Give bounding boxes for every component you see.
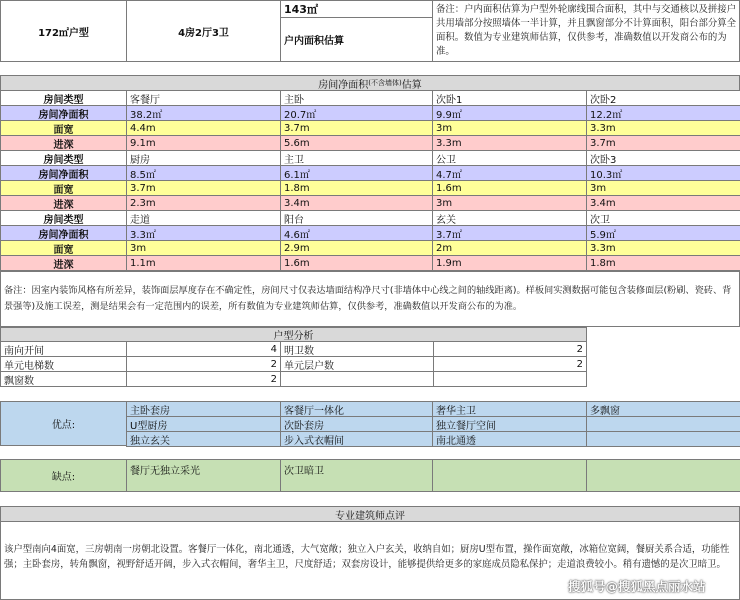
room-depth-cell: 3.7m	[586, 135, 740, 151]
pro-item: U型厨房	[126, 416, 281, 432]
room-area-cell: 9.9㎡	[432, 105, 587, 121]
room-area-cell: 20.7㎡	[280, 105, 433, 121]
room-width-label: 面宽	[0, 180, 127, 196]
room-type-cell: 次卧1	[432, 90, 587, 106]
room-area-cell: 6.1㎡	[280, 165, 433, 181]
room-type-label: 房间类型	[0, 150, 127, 166]
header-note	[432, 0, 740, 62]
room-area-cell: 8.5㎡	[126, 165, 281, 181]
room-area-cell: 38.2㎡	[126, 105, 281, 121]
room-depth-cell: 5.6m	[280, 135, 433, 151]
room-area-label: 房间净面积	[0, 105, 127, 121]
room-area-cell: 12.2㎡	[586, 105, 740, 121]
room-depth-cell: 3.4m	[280, 195, 433, 211]
pros-label: 优点:	[51, 420, 76, 431]
pro-item: 独立餐厅空间	[432, 416, 587, 432]
inner-area-value: 143㎡	[284, 3, 318, 16]
analysis-v1-cell: 2	[126, 371, 281, 387]
rooms-title-note: (不含墙体)	[368, 79, 402, 87]
room-depth-cell: 1.1m	[126, 255, 281, 271]
room-type-label: 房间类型	[0, 210, 127, 226]
pro-item: 奢华主卫	[432, 401, 587, 417]
layout-cell	[126, 0, 281, 62]
room-area-cell: 5.9㎡	[586, 225, 740, 241]
room-depth-cell: 2.3m	[126, 195, 281, 211]
con-item	[586, 459, 740, 492]
analysis-l1-cell: 单元电梯数	[0, 356, 127, 372]
pros-label-cell	[0, 401, 127, 446]
analysis-l1-cell: 飘窗数	[0, 371, 127, 387]
room-depth-label: 进深	[0, 135, 127, 151]
room-type-cell: 阳台	[280, 210, 433, 226]
pro-item	[586, 431, 740, 447]
pro-item: 独立玄关	[126, 431, 281, 447]
room-depth-cell: 1.6m	[280, 255, 433, 271]
room-type-cell: 厨房	[126, 150, 281, 166]
room-type-label: 房间类型	[0, 90, 127, 106]
room-width-cell: 3.7m	[280, 120, 433, 136]
room-type-cell: 次卧2	[586, 90, 740, 106]
con-item: 餐厅无独立采光	[126, 459, 281, 492]
header-note-text: 备注：户内面积估算为户型外轮廓线围合面积，其中与交通核以及拼接户共用墙部分按照墙体一半计算，并且飘窗部分不计算面积，阳台部分算全面积。数值为专业建筑师估算，仅供参考，准确数值以开发商公布的为准。	[436, 4, 737, 57]
review-title: 专业建筑师点评	[335, 510, 405, 522]
room-type-cell: 次卫	[586, 210, 740, 226]
analysis-l2-cell	[280, 371, 434, 387]
room-type-cell: 玄关	[432, 210, 587, 226]
analysis-v2-cell: 2	[433, 341, 587, 357]
room-type-cell: 客餐厅	[126, 90, 281, 106]
area-text: 172㎡户型	[38, 27, 89, 39]
room-area-label: 房间净面积	[0, 225, 127, 241]
pro-item: 南北通透	[432, 431, 587, 447]
room-width-cell: 3m	[432, 120, 587, 136]
analysis-title: 户型分析	[273, 331, 314, 342]
inner-area-label-cell	[280, 17, 433, 62]
pro-item: 次卧套房	[280, 416, 433, 432]
room-type-cell: 主卧	[280, 90, 433, 106]
rooms-note-text: 备注：因室内装饰风格有所差异，装饰面层厚度存在不确定性，房间尺寸仅表达墙面结构净尺寸(非墙体中心线之间的轴线距离)。样板间实测数据可能包含装修面层(粉刷、瓷砖、背景强等)及施工误差，测是结果会有一定范围内的误差，所有数值为专业建筑师估算，仅供参考，准确数值以开发商公布的为准。	[4, 285, 732, 312]
room-area-cell: 3.3㎡	[126, 225, 281, 241]
analysis-v2-cell	[433, 371, 587, 387]
room-width-label: 面宽	[0, 240, 127, 256]
room-width-cell: 1.8m	[280, 180, 433, 196]
room-width-cell: 3.3m	[586, 120, 740, 136]
analysis-title-bar	[0, 327, 587, 342]
room-width-cell: 2.9m	[280, 240, 433, 256]
room-depth-cell: 1.8m	[586, 255, 740, 271]
analysis-l2-cell: 明卫数	[280, 341, 434, 357]
room-width-cell: 3.3m	[586, 240, 740, 256]
review-title-bar	[0, 506, 740, 522]
rooms-note	[0, 271, 740, 327]
room-type-cell: 公卫	[432, 150, 587, 166]
room-type-cell: 主卫	[280, 150, 433, 166]
review-text: 该户型南向4面宽，三房朝南一房朝北设置。客餐厅一体化，南北通透，大气宽敞；独立入户玄关，收纳自如；厨房U型布置，操作面宽敞，冰箱位宽阔，餐厨关系合适，功能性强；主卧套房，转角飘窗，视野舒适开阔，步入式衣帽间，奢华主卫，尺度舒适；双套房设计，能够提供给更多的家庭成员隐私保护；走道浪费较小。稍有遗憾的是次卫暗卫。	[4, 544, 730, 570]
layout-text: 4房2厅3卫	[178, 27, 229, 39]
rooms-title-bar	[0, 75, 740, 91]
inner-area-cell	[280, 0, 433, 18]
room-depth-label: 进深	[0, 255, 127, 271]
pro-item: 客餐厅一体化	[280, 401, 433, 417]
watermark	[568, 577, 706, 595]
rooms-title: 房间净面积	[318, 79, 369, 91]
pro-item: 多飘窗	[586, 401, 740, 417]
room-depth-cell: 3.3m	[432, 135, 587, 151]
room-type-cell: 次卧3	[586, 150, 740, 166]
room-area-cell: 4.6㎡	[280, 225, 433, 241]
analysis-v1-cell: 4	[126, 341, 281, 357]
con-item	[432, 459, 587, 492]
room-width-cell: 3m	[586, 180, 740, 196]
room-area-label: 房间净面积	[0, 165, 127, 181]
cons-label-cell	[0, 459, 127, 492]
room-depth-cell: 3.4m	[586, 195, 740, 211]
analysis-l1-cell: 南向开间	[0, 341, 127, 357]
room-width-cell: 4.4m	[126, 120, 281, 136]
analysis-v1-cell: 2	[126, 356, 281, 372]
room-depth-cell: 9.1m	[126, 135, 281, 151]
room-depth-label: 进深	[0, 195, 127, 211]
cons-label: 缺点:	[51, 472, 76, 483]
room-width-cell: 1.6m	[432, 180, 587, 196]
pro-item: 主卧套房	[126, 401, 281, 417]
pro-item: 步入式衣帽间	[280, 431, 433, 447]
analysis-l2-cell: 单元层户数	[280, 356, 434, 372]
inner-area-label: 户内面积估算	[284, 36, 344, 47]
room-width-cell: 2m	[432, 240, 587, 256]
room-depth-cell: 1.9m	[432, 255, 587, 271]
room-width-label: 面宽	[0, 120, 127, 136]
room-type-cell: 走道	[126, 210, 281, 226]
room-width-cell: 3.7m	[126, 180, 281, 196]
room-area-cell: 10.3㎡	[586, 165, 740, 181]
watermark-text: 搜狐号@搜狐黑点丽水站	[568, 579, 706, 594]
room-area-cell: 3.7㎡	[432, 225, 587, 241]
area-cell	[0, 0, 127, 62]
pro-item	[586, 416, 740, 432]
room-width-cell: 3m	[126, 240, 281, 256]
room-area-cell: 4.7㎡	[432, 165, 587, 181]
analysis-v2-cell: 2	[433, 356, 587, 372]
room-depth-cell: 3m	[432, 195, 587, 211]
rooms-title-suffix: 估算	[401, 79, 422, 91]
con-item: 次卫暗卫	[280, 459, 433, 492]
